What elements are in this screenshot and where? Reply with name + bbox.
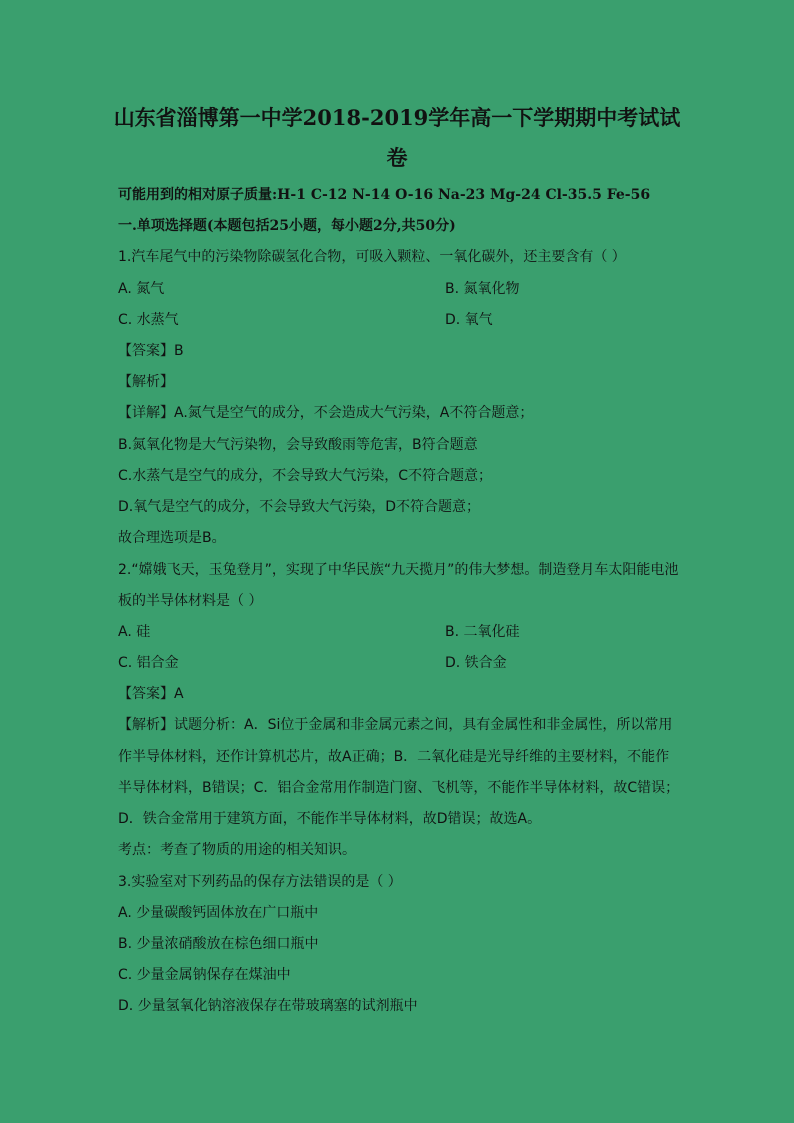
q1-stem: 1.汽车尾气中的污染物除碳氢化合物，可吸入颗粒、一氧化碳外，还主要含有（ ）: [118, 249, 626, 265]
section-heading: 一.单项选择题(本题包括25小题，每小题2分,共50分): [118, 218, 456, 234]
q2-stem-line1: 2.“嫦娥飞天，玉兔登月”，实现了中华民族“九天揽月”的伟大梦想。制造登月车太阳能电池: [118, 562, 679, 578]
q1-option-a: A. 氮气: [118, 281, 165, 297]
page-title-line1: 山东省淄博第一中学2018-2019学年高一下学期期中考试试: [113, 105, 681, 130]
q1-option-b: B. 氮氧化物: [445, 281, 520, 297]
q3-option-b: B. 少量浓硝酸放在棕色细口瓶中: [118, 936, 319, 952]
q2-kaodian: 考点：考查了物质的用途的相关知识。: [118, 842, 356, 858]
q2-option-a: A. 硅: [118, 624, 151, 640]
q3-option-d: D. 少量氢氧化钠溶液保存在带玻璃塞的试剂瓶中: [118, 998, 418, 1014]
atomic-mass-line: 可能用到的相对原子质量:H-1 C-12 N-14 O-16 Na-23 Mg-24 Cl-35.5 Fe-56: [118, 187, 651, 203]
q1-option-d: D. 氧气: [445, 312, 493, 328]
q2-options-row1: [118, 623, 678, 641]
q1-detail-1: 【详解】A.氮气是空气的成分，不会造成大气污染，A不符合题意；: [118, 405, 534, 421]
q2-options-row2: [118, 654, 678, 672]
q1-detail-5: 故合理选项是B。: [118, 530, 226, 546]
q2-answer: 【答案】A: [118, 686, 184, 702]
q1-options-row1: [118, 280, 678, 298]
q3-stem: 3.实验室对下列药品的保存方法错误的是（ ）: [118, 874, 402, 890]
q2-stem-line2: 板的半导体材料是（ ）: [118, 593, 263, 609]
q3-option-c: C. 少量金属钠保存在煤油中: [118, 967, 291, 983]
q1-detail-2: B.氮氧化物是大气污染物，会导致酸雨等危害，B符合题意: [118, 437, 478, 453]
q1-detail-4: D.氧气是空气的成分，不会导致大气污染，D不符合题意；: [118, 499, 481, 515]
q3-option-a: A. 少量碳酸钙固体放在广口瓶中: [118, 905, 319, 921]
q1-detail-3: C.水蒸气是空气的成分，不会导致大气污染，C不符合题意；: [118, 468, 492, 484]
q2-option-c: C. 铝合金: [118, 655, 179, 671]
q2-analysis-4: D．铁合金常用于建筑方面，不能作半导体材料，故D错误；故选A。: [118, 811, 542, 827]
q2-option-d: D. 铁合金: [445, 655, 507, 671]
q1-analysis-heading: 【解析】: [118, 374, 174, 390]
q1-options-row2: [118, 311, 678, 329]
q2-analysis-3: 半导体材料，B错误；C．铝合金常用作制造门窗、飞机等，不能作半导体材料，故C错误；: [118, 780, 680, 796]
page-title-line2: 卷: [386, 145, 408, 170]
q1-option-c: C. 水蒸气: [118, 312, 179, 328]
q2-analysis-1: 【解析】试题分析：A．Si位于金属和非金属元素之间，具有金属性和非金属性，所以常用: [118, 717, 673, 733]
q2-analysis-2: 作半导体材料，还作计算机芯片，故A正确；B．二氧化硅是光导纤维的主要材料，不能作: [118, 749, 670, 765]
q2-option-b: B. 二氧化硅: [445, 624, 520, 640]
q1-answer: 【答案】B: [118, 343, 184, 359]
